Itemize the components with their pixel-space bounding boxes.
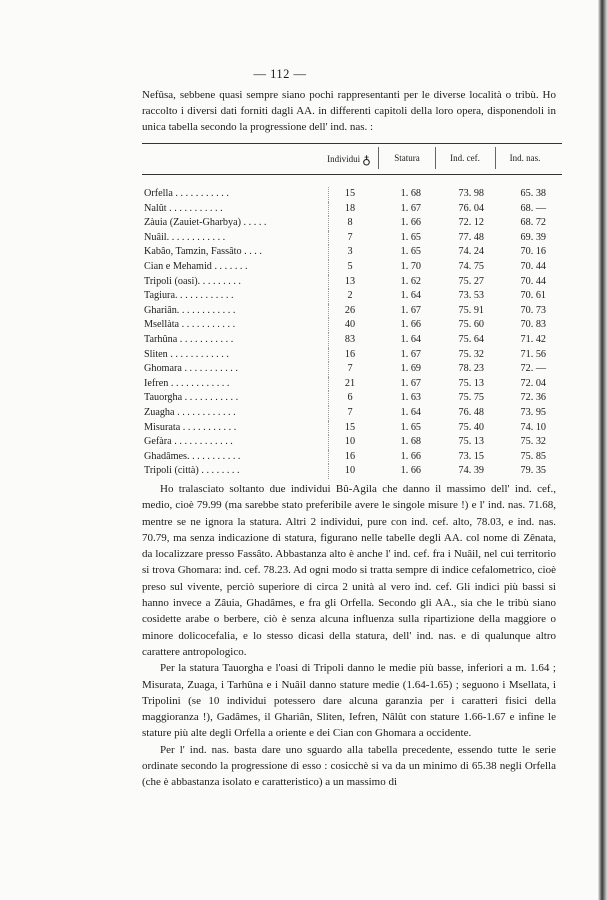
cell-ind-cef: 75. 75 xyxy=(458,392,484,404)
cell-individui: 40 xyxy=(328,318,371,333)
cell-individui: 21 xyxy=(328,377,371,392)
cell-ind-cef: 74. 75 xyxy=(458,260,484,272)
table-row xyxy=(142,348,562,363)
cell-ind-nas: 72. 36 xyxy=(520,392,546,404)
cell-individui: 16 xyxy=(328,450,371,465)
cell-locality: Nuâil. . . . . . . . . . . . xyxy=(144,231,226,243)
cell-individui: 8 xyxy=(328,216,371,231)
cell-statura: 1. 69 xyxy=(400,363,421,375)
cell-ind-nas: 70. 73 xyxy=(520,304,546,316)
cell-individui: 3 xyxy=(328,245,371,260)
cell-ind-cef: 75. 91 xyxy=(458,304,484,316)
cell-statura: 1. 68 xyxy=(400,436,421,448)
cell-ind-cef: 75. 27 xyxy=(458,275,484,287)
table-row xyxy=(142,318,562,333)
table-row xyxy=(142,231,562,246)
table-row xyxy=(142,187,562,202)
cell-ind-nas: 74. 10 xyxy=(520,421,546,433)
cell-statura: 1. 64 xyxy=(400,406,421,418)
paragraph-omitted-individuals: Ho tralasciato soltanto due individui Bû-Agila che danno il massimo dell' ind. cef., medio, cioè 79.99 (ma sarebbe stato preferibile avere le singole misure !) e l' ind. nas. 71.68, mentre se ne ignora la statura. Altri 2 individui, pure con ind. cef. alto, 78.03, e ind. nas. 70.79, ma senza indicazione di statura, figurano nelle tabelle degli AA. col nome di Zênata, da localizzare presso Fassâto. Abbastanza alto è anche l' ind. cef. fra i Nuâil, nel cui territorio si trova Ghomara: ind. cef. 78.23. Ad ogni modo si tratta sempre di indice cefalometrico, cioè preso sul vivente, perciò superiore di circa 2 unità al vero ind. cef. Gli indici più bassi si hanno invece a Zâuia, Ghadâmes, e fra gli Orfella. Secondo gli AA., sia che le tribù siano cosidette arabe o berbere, ciò è senza alcuna influenza sulla ripartizione della maggiore o minore dolicocefalia, e lo stesso dicasi della statura, dell' ind. nas. e di qualunque altro carattere antropologico. xyxy=(142,483,556,658)
cell-individui: 26 xyxy=(328,304,371,319)
cell-locality: Tripoli (oasi). . . . . . . . . xyxy=(144,275,241,287)
cell-statura: 1. 63 xyxy=(400,392,421,404)
cell-ind-cef: 72. 12 xyxy=(458,217,484,229)
cell-ind-nas: 75. 32 xyxy=(520,436,546,448)
header-individui-label: Individui xyxy=(327,154,361,164)
cell-individui: 2 xyxy=(328,289,371,304)
header-ind-nas: Ind. nas. xyxy=(509,153,541,163)
cell-locality: Misurata . . . . . . . . . . . xyxy=(144,421,237,433)
male-symbol-icon: ♁ xyxy=(362,153,371,167)
header-individui xyxy=(322,153,376,168)
cell-ind-nas: 68. 72 xyxy=(520,217,546,229)
table-row xyxy=(142,377,562,392)
cell-ind-nas: 72. 04 xyxy=(520,377,546,389)
cell-ind-nas: 72. — xyxy=(520,363,546,375)
cell-locality: Tauorgha . . . . . . . . . . . xyxy=(144,392,239,404)
paragraph-ind-nas: Per l' ind. nas. basta dare uno sguardo alla tabella precedente, essendo tutte le serie ordinate secondo la progressione di esso : cosicchè si va da un minimo di 65.38 negli Orfella (che è abbastanza isolato e caratteristico) a un massimo di xyxy=(142,743,556,789)
header-ind-cef: Ind. cef. xyxy=(450,153,480,163)
cell-statura: 1. 62 xyxy=(400,275,421,287)
cell-ind-cef: 75. 32 xyxy=(458,348,484,360)
cell-ind-cef: 74. 39 xyxy=(458,465,484,477)
cell-ind-cef: 77. 48 xyxy=(458,231,484,243)
cell-locality: Orfella . . . . . . . . . . . xyxy=(144,188,229,199)
page-number: — 112 — xyxy=(253,67,307,81)
intro-paragraph: Nefûsa, sebbene quasi sempre siano pochi rappresentanti per le diverse località o tribù. Ho raccolto i diversi dati forniti dagli AA. in differenti capitoli della loro opera, disponendoli in unica tabella secondo la progressione dell' ind. nas. : xyxy=(142,89,556,133)
cell-statura: 1. 64 xyxy=(400,290,421,302)
cell-locality: Ghadâmes. . . . . . . . . . . xyxy=(144,450,241,462)
cell-statura: 1. 65 xyxy=(400,421,421,433)
cell-ind-cef: 76. 04 xyxy=(458,202,484,214)
table-row xyxy=(142,391,562,406)
table-row xyxy=(142,275,562,290)
cell-ind-nas: 69. 39 xyxy=(520,231,546,243)
table-row xyxy=(142,260,562,275)
cell-ind-nas: 75. 85 xyxy=(520,450,546,462)
cell-individui: 5 xyxy=(328,260,371,275)
cell-statura: 1. 66 xyxy=(400,319,421,331)
cell-locality: Zàuia (Zauiet-Gharbya) . . . . . xyxy=(144,217,267,229)
cell-locality: Ghariân. . . . . . . . . . . . xyxy=(144,304,236,316)
cell-statura: 1. 67 xyxy=(400,202,421,214)
cell-ind-cef: 75. 60 xyxy=(458,319,484,331)
table-body xyxy=(142,187,562,479)
table-row xyxy=(142,304,562,319)
cell-individui: 16 xyxy=(328,348,371,363)
cell-individui: 13 xyxy=(328,275,371,290)
cell-individui: 18 xyxy=(328,202,371,217)
header-statura: Statura xyxy=(394,153,420,163)
cell-individui: 7 xyxy=(328,231,371,246)
anthropometric-table xyxy=(142,143,562,477)
table-row xyxy=(142,202,562,217)
cell-statura: 1. 65 xyxy=(400,231,421,243)
table-row xyxy=(142,362,562,377)
table-row xyxy=(142,406,562,421)
cell-individui: 15 xyxy=(328,421,371,436)
table-row xyxy=(142,435,562,450)
cell-locality: Nalût . . . . . . . . . . . xyxy=(144,202,223,214)
column-divider xyxy=(495,147,496,169)
cell-statura: 1. 67 xyxy=(400,348,421,360)
cell-ind-nas: 70. 83 xyxy=(520,319,546,331)
cell-ind-cef: 75. 64 xyxy=(458,333,484,345)
cell-locality: Zuagha . . . . . . . . . . . . xyxy=(144,406,236,418)
cell-locality: Tarhûna . . . . . . . . . . . xyxy=(144,333,234,345)
table-row xyxy=(142,333,562,348)
cell-locality: Iefren . . . . . . . . . . . . xyxy=(144,377,230,389)
cell-ind-nas: 68. — xyxy=(520,202,546,214)
table-row xyxy=(142,421,562,436)
cell-individui: 83 xyxy=(328,333,371,348)
cell-ind-cef: 75. 40 xyxy=(458,421,484,433)
cell-ind-nas: 71. 42 xyxy=(520,333,546,345)
cell-locality: Tagiura. . . . . . . . . . . . xyxy=(144,290,234,302)
cell-statura: 1. 70 xyxy=(400,260,421,272)
cell-ind-nas: 79. 35 xyxy=(520,465,546,477)
cell-locality: Tripoli (città) . . . . . . . . xyxy=(144,465,240,477)
cell-individui: 15 xyxy=(328,187,371,202)
cell-ind-cef: 75. 13 xyxy=(458,377,484,389)
cell-ind-nas: 70. 16 xyxy=(520,246,546,258)
table-row xyxy=(142,245,562,260)
cell-statura: 1. 66 xyxy=(400,465,421,477)
table-row xyxy=(142,216,562,231)
column-divider xyxy=(435,147,436,169)
cell-statura: 1. 68 xyxy=(400,188,421,199)
table-row xyxy=(142,450,562,465)
cell-ind-cef: 73. 98 xyxy=(458,188,484,199)
cell-statura: 1. 67 xyxy=(400,377,421,389)
cell-statura: 1. 67 xyxy=(400,304,421,316)
cell-statura: 1. 64 xyxy=(400,333,421,345)
cell-statura: 1. 65 xyxy=(400,246,421,258)
page-edge-shadow xyxy=(598,0,607,900)
table-header-rule xyxy=(142,174,562,175)
cell-ind-nas: 73. 95 xyxy=(520,406,546,418)
cell-locality: Gefàra . . . . . . . . . . . . xyxy=(144,436,233,448)
cell-ind-nas: 70. 44 xyxy=(520,275,546,287)
cell-ind-nas: 70. 44 xyxy=(520,260,546,272)
table-row xyxy=(142,464,562,479)
cell-ind-cef: 74. 24 xyxy=(458,246,484,258)
cell-locality: Ghomara . . . . . . . . . . . xyxy=(144,363,238,375)
cell-statura: 1. 66 xyxy=(400,450,421,462)
cell-ind-nas: 70. 61 xyxy=(520,290,546,302)
cell-individui: 10 xyxy=(328,464,371,479)
cell-individui: 7 xyxy=(328,406,371,421)
cell-locality: Cian e Mehamid . . . . . . . xyxy=(144,260,248,272)
cell-ind-nas: 71. 56 xyxy=(520,348,546,360)
cell-individui: 10 xyxy=(328,435,371,450)
paragraph-statura: Per la statura Tauorgha e l'oasi di Tripoli danno le medie più basse, inferiori a m. 1.64 ; Misurata, Zuaga, i Tarhûna e i Nuâil danno stature medie (1.64-1.65) ; seguono i Msellata, i Tripolini (se 10 individui potessero dare alcuna garanzia per i caratteri fisici della maggioranza !), Gadâmes, il Ghariân, Sliten, Iefren, Nâlût con stature 1.66-1.67 e infine le stature più alte degli Orfella a oriente e dei Cian con Ghomara a occidente. xyxy=(142,662,556,740)
cell-locality: Kabâo, Tamzin, Fassâto . . . . xyxy=(144,246,262,258)
table-top-rule xyxy=(142,143,562,144)
cell-ind-cef: 73. 15 xyxy=(458,450,484,462)
cell-ind-cef: 75. 13 xyxy=(458,436,484,448)
table-row xyxy=(142,289,562,304)
cell-ind-nas: 65. 38 xyxy=(520,188,546,199)
cell-locality: Msellàta . . . . . . . . . . . xyxy=(144,319,236,331)
cell-ind-cef: 76. 48 xyxy=(458,406,484,418)
cell-locality: Sliten . . . . . . . . . . . . xyxy=(144,348,229,360)
column-divider xyxy=(378,147,379,169)
cell-ind-cef: 78. 23 xyxy=(458,363,484,375)
body-text xyxy=(142,481,556,791)
cell-ind-cef: 73. 53 xyxy=(458,290,484,302)
cell-individui: 7 xyxy=(328,362,371,377)
cell-individui: 6 xyxy=(328,391,371,406)
cell-statura: 1. 66 xyxy=(400,217,421,229)
